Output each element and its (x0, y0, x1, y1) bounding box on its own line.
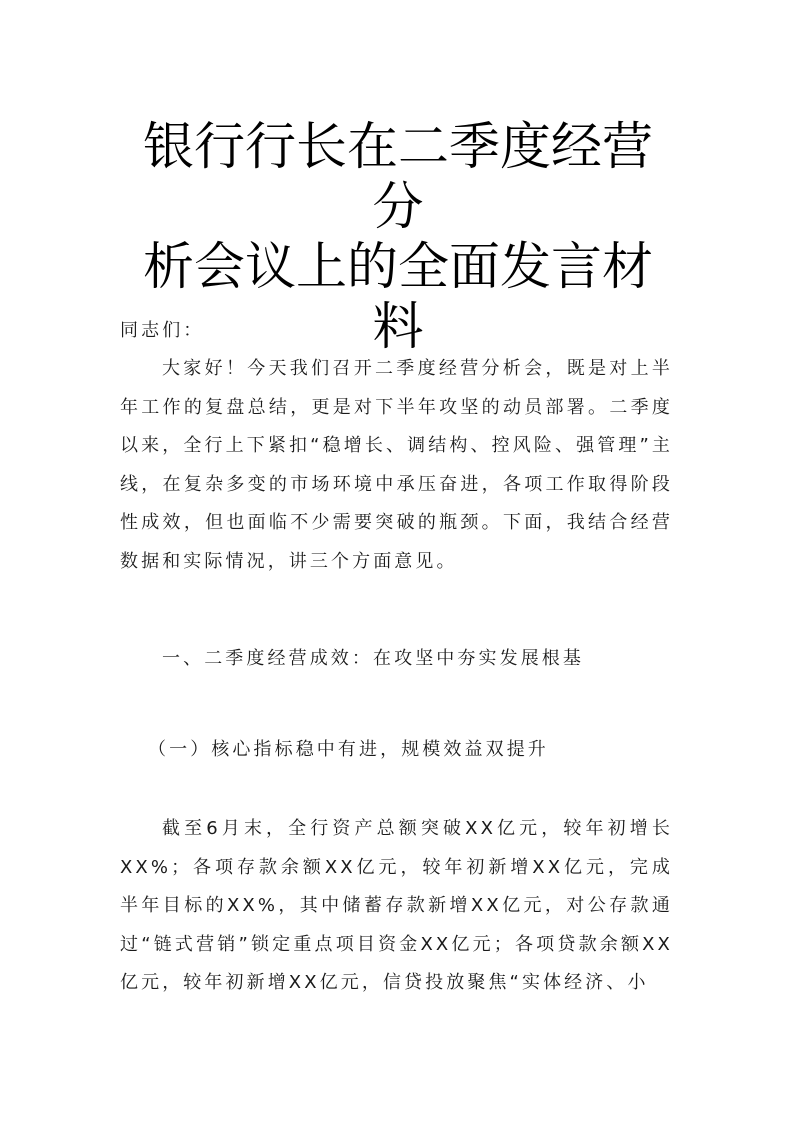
section-heading: 一、二季度经营成效：在攻坚中夯实发展根基 (162, 648, 584, 669)
metrics-paragraph: 截至6月末，全行资产总额突破XX亿元，较年初增长XX%；各项存款余额XX亿元，较年初新增XX亿元，完成半年目标的XX%，其中储蓄存款新增XX亿元，对公存款通过“链式营销”锁定重点项目资金XX亿元；各项贷款余额XX亿元，较年初新增XX亿元，信贷投放聚焦“实体经济、小 (120, 818, 673, 993)
title-line-1: 银行行长在二季度经营分 (142, 118, 653, 237)
salutation: 同志们： (120, 320, 205, 341)
subsection-heading: （一）核心指标稳中有进，规模效益双提升 (148, 739, 549, 760)
intro-paragraph: 大家好！今天我们召开二季度经营分析会，既是对上半年工作的复盘总结，更是对下半年攻坚的动员部署。二季度以来，全行上下紧扣“稳增长、调结构、控风险、强管理”主线，在复杂多变的市场环境中承压奋进，各项工作取得阶段性成效，但也面临不少需要突破的瓶颈。下面，我结合经营数据和实际情况，讲三个方面意见。 (120, 358, 673, 572)
title-line-2: 析会议上的全面发言材料 (142, 238, 653, 357)
